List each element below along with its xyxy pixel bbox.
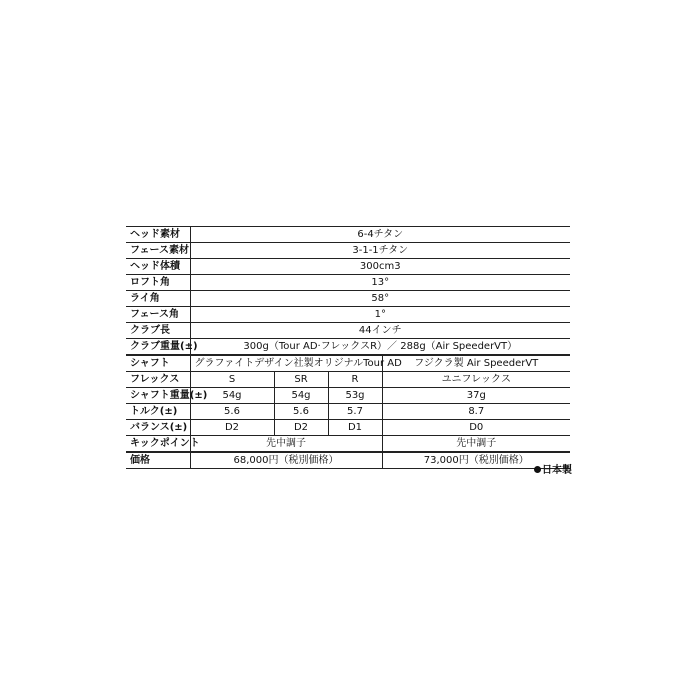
row-price [126, 452, 570, 469]
balance-s: D2 [190, 420, 274, 436]
row-kick-point [126, 436, 570, 453]
shaft-weight-label: シャフト重量(±) [126, 388, 190, 404]
kick-point-tour-ad: 先中調子 [190, 436, 382, 453]
row-face-material [126, 243, 570, 259]
loft-value: 13° [190, 275, 570, 291]
head-volume-label: ヘッド体積 [126, 259, 190, 275]
shaft-weight-r: 53g [328, 388, 382, 404]
shaft-model-tour-ad: グラファイトデザイン社製オリジナルTour AD [190, 355, 382, 372]
torque-label: トルク(±) [126, 404, 190, 420]
torque-s: 5.6 [190, 404, 274, 420]
club-length-label: クラブ長 [126, 323, 190, 339]
lie-label: ライ角 [126, 291, 190, 307]
flex-label: フレックス [126, 372, 190, 388]
price-label: 価格 [126, 452, 190, 469]
torque-r: 5.7 [328, 404, 382, 420]
club-weight-label: クラブ重量(±) [126, 339, 190, 356]
face-angle-value: 1° [190, 307, 570, 323]
torque-uni: 8.7 [382, 404, 570, 420]
price-air-speeder: 73,000円（税別価格） [382, 452, 570, 469]
flex-uni: ユニフレックス [382, 372, 570, 388]
shaft-model-air-speeder: フジクラ製 Air SpeederVT [382, 355, 570, 372]
torque-sr: 5.6 [274, 404, 328, 420]
lie-value: 58° [190, 291, 570, 307]
row-shaft-model [126, 355, 570, 372]
row-torque [126, 404, 570, 420]
face-material-label: フェース素材 [126, 243, 190, 259]
kick-point-air-speeder: 先中調子 [382, 436, 570, 453]
shaft-weight-s: 54g [190, 388, 274, 404]
shaft-weight-uni: 37g [382, 388, 570, 404]
head-material-label: ヘッド素材 [126, 227, 190, 243]
loft-label: ロフト角 [126, 275, 190, 291]
balance-r: D1 [328, 420, 382, 436]
price-tour-ad: 68,000円（税別価格） [190, 452, 382, 469]
kick-point-label: キックポイント [126, 436, 190, 453]
flex-r: R [328, 372, 382, 388]
row-head-material [126, 227, 570, 243]
row-club-weight [126, 339, 570, 356]
origin-text: 日本製 [542, 465, 572, 476]
head-material-value: 6-4チタン [190, 227, 570, 243]
balance-label: バランス(±) [126, 420, 190, 436]
face-angle-label: フェース角 [126, 307, 190, 323]
balance-uni: D0 [382, 420, 570, 436]
shaft-label: シャフト [126, 355, 190, 372]
row-face-angle [126, 307, 570, 323]
balance-sr: D2 [274, 420, 328, 436]
origin-note [534, 461, 572, 476]
flex-s: S [190, 372, 274, 388]
flex-sr: SR [274, 372, 328, 388]
row-flex [126, 372, 570, 388]
club-weight-value: 300g（Tour AD·フレックスR）／ 288g（Air SpeederVT） [190, 339, 570, 356]
row-loft [126, 275, 570, 291]
bullet-icon [534, 466, 541, 473]
row-lie [126, 291, 570, 307]
club-length-value: 44インチ [190, 323, 570, 339]
row-club-length [126, 323, 570, 339]
shaft-weight-sr: 54g [274, 388, 328, 404]
head-volume-value: 300cm3 [190, 259, 570, 275]
row-head-volume [126, 259, 570, 275]
row-balance [126, 420, 570, 436]
face-material-value: 3-1-1チタン [190, 243, 570, 259]
row-shaft-weight [126, 388, 570, 404]
spec-table [126, 226, 570, 469]
